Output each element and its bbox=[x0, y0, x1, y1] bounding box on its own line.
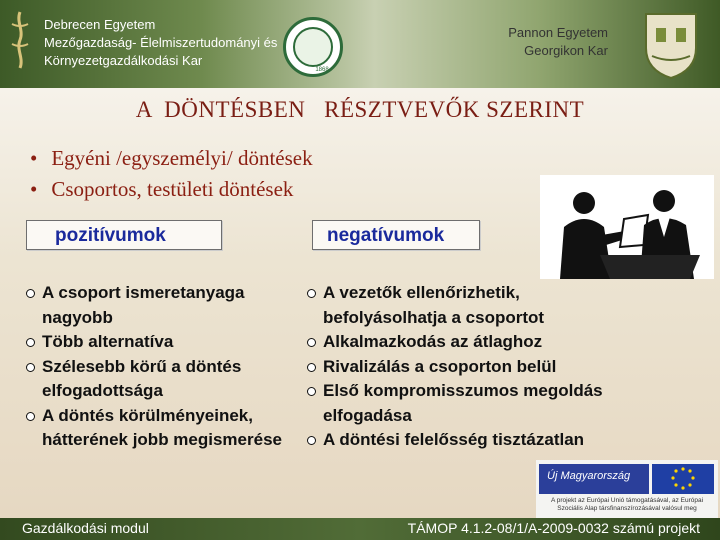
header-left-line: Debrecen Egyetem bbox=[44, 17, 156, 32]
negative-item: A vezetők ellenőrizhetik, befolyásolhatja a csoportot bbox=[305, 281, 605, 330]
footer-left-text: Gazdálkodási modul bbox=[22, 520, 149, 536]
eu-flag-icon bbox=[652, 464, 714, 494]
positive-item: A döntés körülményeinek, hátterének jobb megismerése bbox=[24, 404, 294, 453]
header-right-line: Georgikon Kar bbox=[524, 43, 608, 58]
eu-brand-text: Új Magyarország bbox=[547, 470, 631, 482]
negatives-list bbox=[305, 281, 605, 453]
negatives-box bbox=[312, 220, 480, 250]
header-left-text bbox=[44, 16, 277, 70]
negative-item: A döntési felelősség tisztázatlan bbox=[305, 428, 605, 453]
negative-item: Alkalmazkodás az átlaghoz bbox=[305, 330, 605, 355]
business-meeting-image bbox=[540, 175, 714, 279]
main-bullet-list bbox=[30, 143, 313, 205]
seal-inner bbox=[293, 27, 333, 73]
positives-label: pozitívumok bbox=[55, 225, 166, 246]
slide-title: A DÖNTÉSBEN RÉSZTVEVŐK SZERINT bbox=[135, 97, 585, 122]
header-banner bbox=[0, 0, 720, 88]
positives-list bbox=[24, 281, 294, 453]
university-seal-icon bbox=[283, 17, 343, 77]
main-bullet-item: • Csoportos, testületi döntések bbox=[30, 174, 313, 205]
header-left-line: Mezőgazdaság- Élelmiszertudományi és bbox=[44, 35, 278, 50]
meeting-illustration-icon bbox=[540, 175, 714, 279]
seal-year: 1868 bbox=[315, 67, 329, 73]
header-right-text bbox=[508, 24, 608, 60]
eu-funding-logo bbox=[536, 460, 718, 518]
negatives-label: negatívumok bbox=[327, 225, 445, 246]
footer-right-text: TÁMOP 4.1.2-08/1/A-2009-0032 számú projekt bbox=[407, 520, 700, 536]
footer-bar bbox=[0, 518, 720, 540]
pannon-crest-icon bbox=[636, 8, 706, 80]
debrecen-logo-icon bbox=[6, 10, 34, 70]
eu-caption: A projekt az Európai Unió támogatásával, az Európai Szociális Alap társfinanszírozásával valósul meg bbox=[550, 497, 704, 512]
positive-item: Több alternatíva bbox=[24, 330, 294, 355]
positive-item: A csoport ismeretanyaga nagyobb bbox=[24, 281, 294, 330]
eu-stars-icon bbox=[652, 464, 714, 494]
header-right-line: Pannon Egyetem bbox=[508, 25, 608, 40]
positive-item: Szélesebb körű a döntés elfogadottsága bbox=[24, 355, 294, 404]
main-bullet-item: • Egyéni /egyszemélyi/ döntések bbox=[30, 143, 313, 174]
header-left-line: Környezetgazdálkodási Kar bbox=[44, 53, 203, 68]
positives-box bbox=[26, 220, 222, 250]
negative-item: Rivalizálás a csoporton belül bbox=[305, 355, 605, 380]
uj-magyarorszag-logo-icon bbox=[539, 464, 649, 494]
negative-item: Első kompromisszumos megoldás elfogadása bbox=[305, 379, 605, 428]
